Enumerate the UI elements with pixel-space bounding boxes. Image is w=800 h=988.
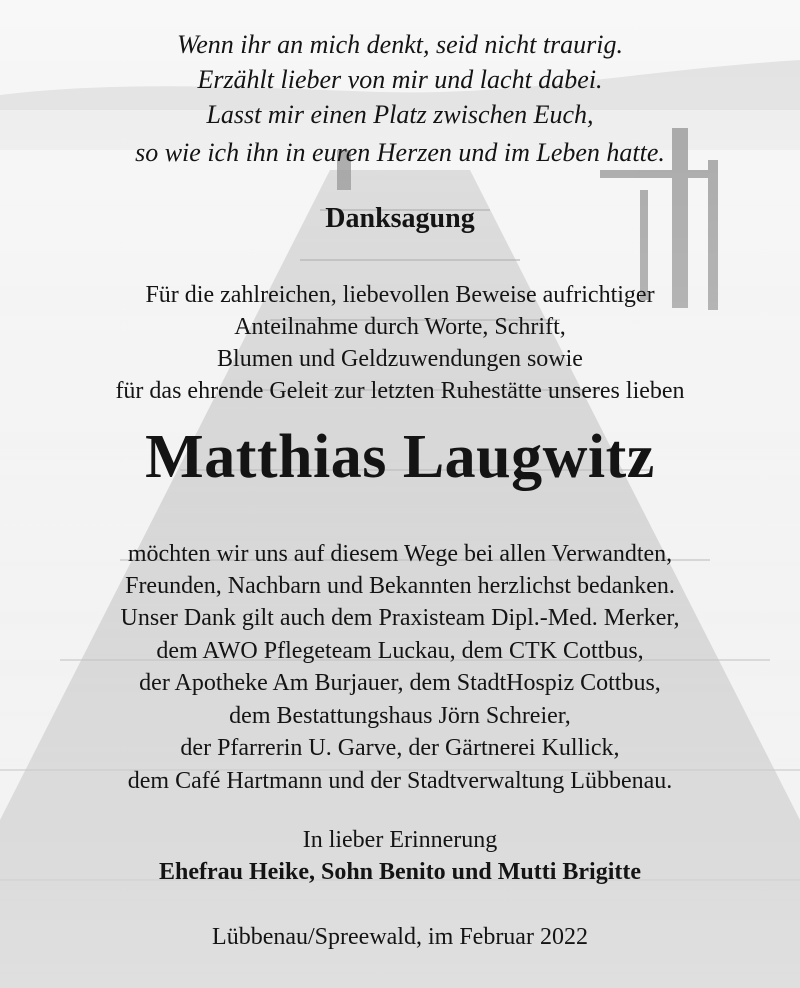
poem-line: Wenn ihr an mich denkt, seid nicht traurig. xyxy=(176,30,624,59)
poem-line: Erzählt lieber von mir und lacht dabei. xyxy=(197,65,603,94)
place-date: Lübbenau/Spreewald, im Februar 2022 xyxy=(212,924,588,950)
poem-line: Lasst mir einen Platz zwischen Euch, xyxy=(206,100,594,129)
intro-line: für das ehrende Geleit zur letzten Ruhestätte unseres lieben xyxy=(115,378,685,404)
thanks-line: dem Café Hartmann und der Stadtverwaltung Lübbenau. xyxy=(127,768,673,794)
thanks-line: Unser Dank gilt auch dem Praxisteam Dipl.-Med. Merker, xyxy=(120,605,680,631)
thanks-line: dem AWO Pflegeteam Luckau, dem CTK Cottbus, xyxy=(156,638,644,664)
thanks-line: möchten wir uns auf diesem Wege bei allen Verwandten, xyxy=(127,541,673,567)
thanks-line: der Pfarrerin U. Garve, der Gärtnerei Kullick, xyxy=(180,735,620,761)
thanks-line: der Apotheke Am Burjauer, dem StadtHospiz Cottbus, xyxy=(139,670,661,696)
thanks-line: Freunden, Nachbarn und Bekannten herzlichst bedanken. xyxy=(125,573,675,599)
intro-line: Anteilnahme durch Worte, Schrift, xyxy=(234,314,566,340)
poem-line: so wie ich ihn in euren Herzen und im Leben hatte. xyxy=(135,138,665,167)
closing-text: In lieber Erinnerung xyxy=(302,827,498,853)
heading-danksagung: Danksagung xyxy=(325,203,475,234)
thanks-line: dem Bestattungshaus Jörn Schreier, xyxy=(229,703,571,729)
signers: Ehefrau Heike, Sohn Benito und Mutti Brigitte xyxy=(158,859,642,885)
deceased-name: Matthias Laugwitz xyxy=(145,423,655,491)
intro-line: Für die zahlreichen, liebevollen Beweise aufrichtiger xyxy=(145,282,655,308)
intro-line: Blumen und Geldzuwendungen sowie xyxy=(217,346,583,372)
